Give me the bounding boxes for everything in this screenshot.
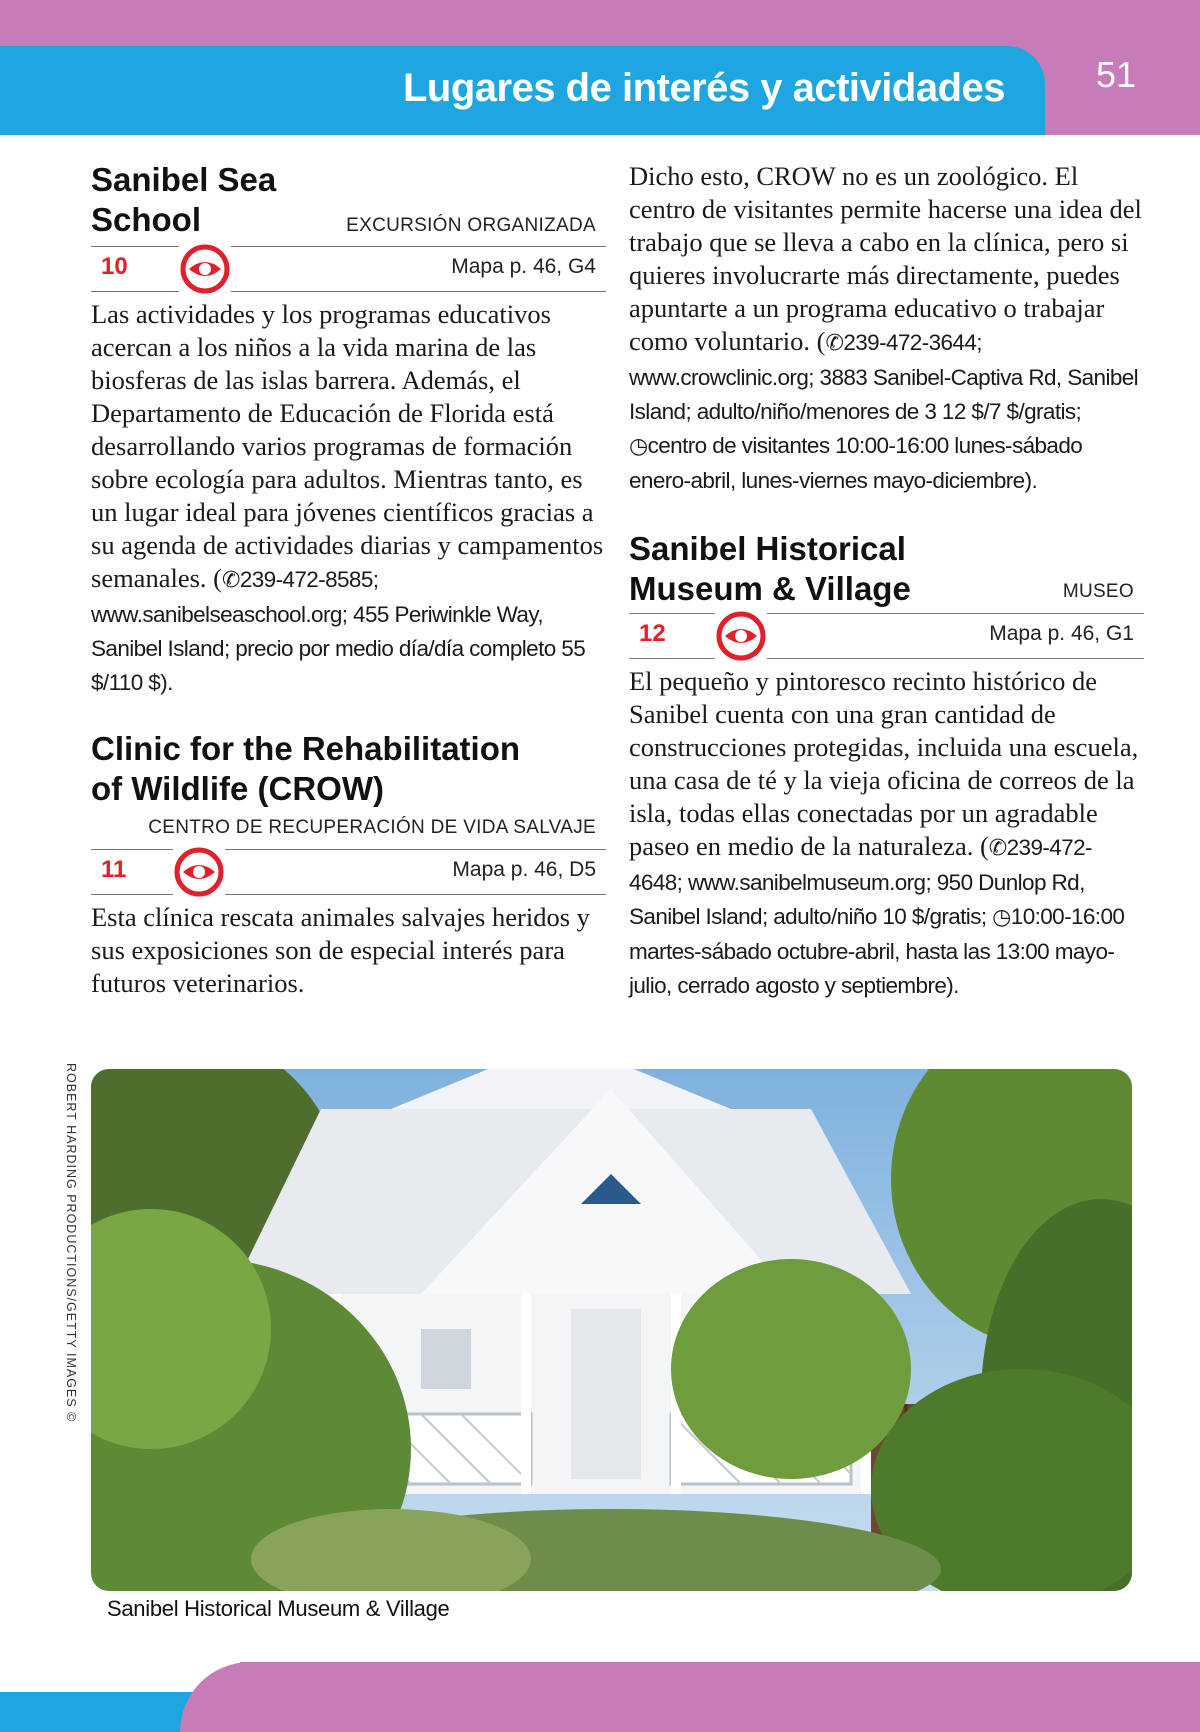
clock-icon: ◷ <box>992 905 1011 930</box>
entry-sanibel-sea-school <box>91 160 606 699</box>
footer-band-curve <box>180 1662 300 1732</box>
map-reference: Mapa p. 46, D5 <box>452 858 596 881</box>
entry-meta-row <box>91 849 606 895</box>
entry-meta-row <box>629 613 1144 659</box>
entry-continued-text: Dicho esto, CROW no es un zoológico. El centro de visitantes permite hacerse una idea del trabajo que se lleva a cabo en la clínica, pero si quieres involucrarte más directamente, puedes apuntarte a un programa educativo o trabajar como voluntario. (✆239-472-3644; www.crowclinic.org; 3883 Sanibel-Captiva Rd, Sanibel Island; adulto/niño/menores de 3 12 $/7 $/gratis; ◷centro de visitantes 10:00-16:00 lunes-sábado enero-abril, lunes-viernes mayo-diciembre). <box>629 161 1142 493</box>
phone-icon: ✆ <box>825 331 844 356</box>
entry-type: EXCURSIÓN ORGANIZADA <box>346 215 596 236</box>
clock-icon: ◷ <box>629 434 648 459</box>
entry-crow <box>91 729 606 1000</box>
entry-number: 12 <box>639 620 666 647</box>
eye-icon <box>173 846 225 898</box>
left-column <box>91 160 606 1000</box>
entry-number: 10 <box>101 253 128 280</box>
section-title: Lugares de interés y actividades <box>402 66 1005 110</box>
entry-number: 11 <box>101 856 127 883</box>
entry-description: Esta clínica rescata animales salvajes heridos y sus exposiciones son de especial interés para futuros veterinarios. <box>91 902 590 998</box>
entry-title: Clinic for the Rehabilitation of Wildlife (CROW) <box>91 730 521 807</box>
photo-credit: ROBERT HARDING PRODUCTIONS/GETTY IMAGES © <box>64 1063 78 1423</box>
museum-photo <box>91 1069 1132 1591</box>
entry-sanibel-historical-museum <box>629 529 1144 1002</box>
eye-icon <box>179 243 231 295</box>
entry-type: CENTRO DE RECUPERACIÓN DE VIDA SALVAJE <box>148 817 596 838</box>
page-number: 51 <box>1096 54 1137 95</box>
phone-icon: ✆ <box>988 836 1007 861</box>
map-reference: Mapa p. 46, G1 <box>989 622 1134 645</box>
entry-meta-row <box>91 246 606 292</box>
right-column <box>629 160 1144 1002</box>
entry-description: Las actividades y los programas educativos acercan a los niños a la vida marina de las biosferas de las islas barrera. Además, el Departamento de Educación de Florida está desarrollando varios programas de formación sobre ecología para adultos. Mientras tanto, es un lugar ideal para jóvenes científicos gracias a su agenda de actividades diarias y campamentos semanales. (✆239-472-8585; www.sanibelseaschool.org; 455 Periwinkle Way, Sanibel Island; precio por medio día/día completo 55 $/110 $). <box>91 299 604 695</box>
eye-icon <box>715 610 767 662</box>
entry-title: Sanibel Sea School <box>91 161 277 238</box>
entry-type: MUSEO <box>1062 581 1134 602</box>
entry-description: El pequeño y pintoresco recinto histórico de Sanibel cuenta con una gran cantidad de construcciones protegidas, incluida una escuela, una casa de té y la vieja oficina de correos de la isla, todas ellas conectadas por un agradable paseo en medio de la naturaleza. (✆239-472-4648; www.sanibelmuseum.org; 950 Dunlop Rd, Sanibel Island; adulto/niño 10 $/gratis; ◷10:00-16:00 martes-sábado octubre-abril, hasta las 13:00 mayo-julio, cerrado agosto y septiembre). <box>629 666 1139 998</box>
footer-band <box>240 1662 1200 1732</box>
phone-icon: ✆ <box>221 568 240 593</box>
photo-caption: Sanibel Historical Museum & Village <box>107 1596 450 1621</box>
entry-title: Sanibel Historical Museum & Village <box>629 530 911 607</box>
map-reference: Mapa p. 46, G4 <box>451 255 596 278</box>
